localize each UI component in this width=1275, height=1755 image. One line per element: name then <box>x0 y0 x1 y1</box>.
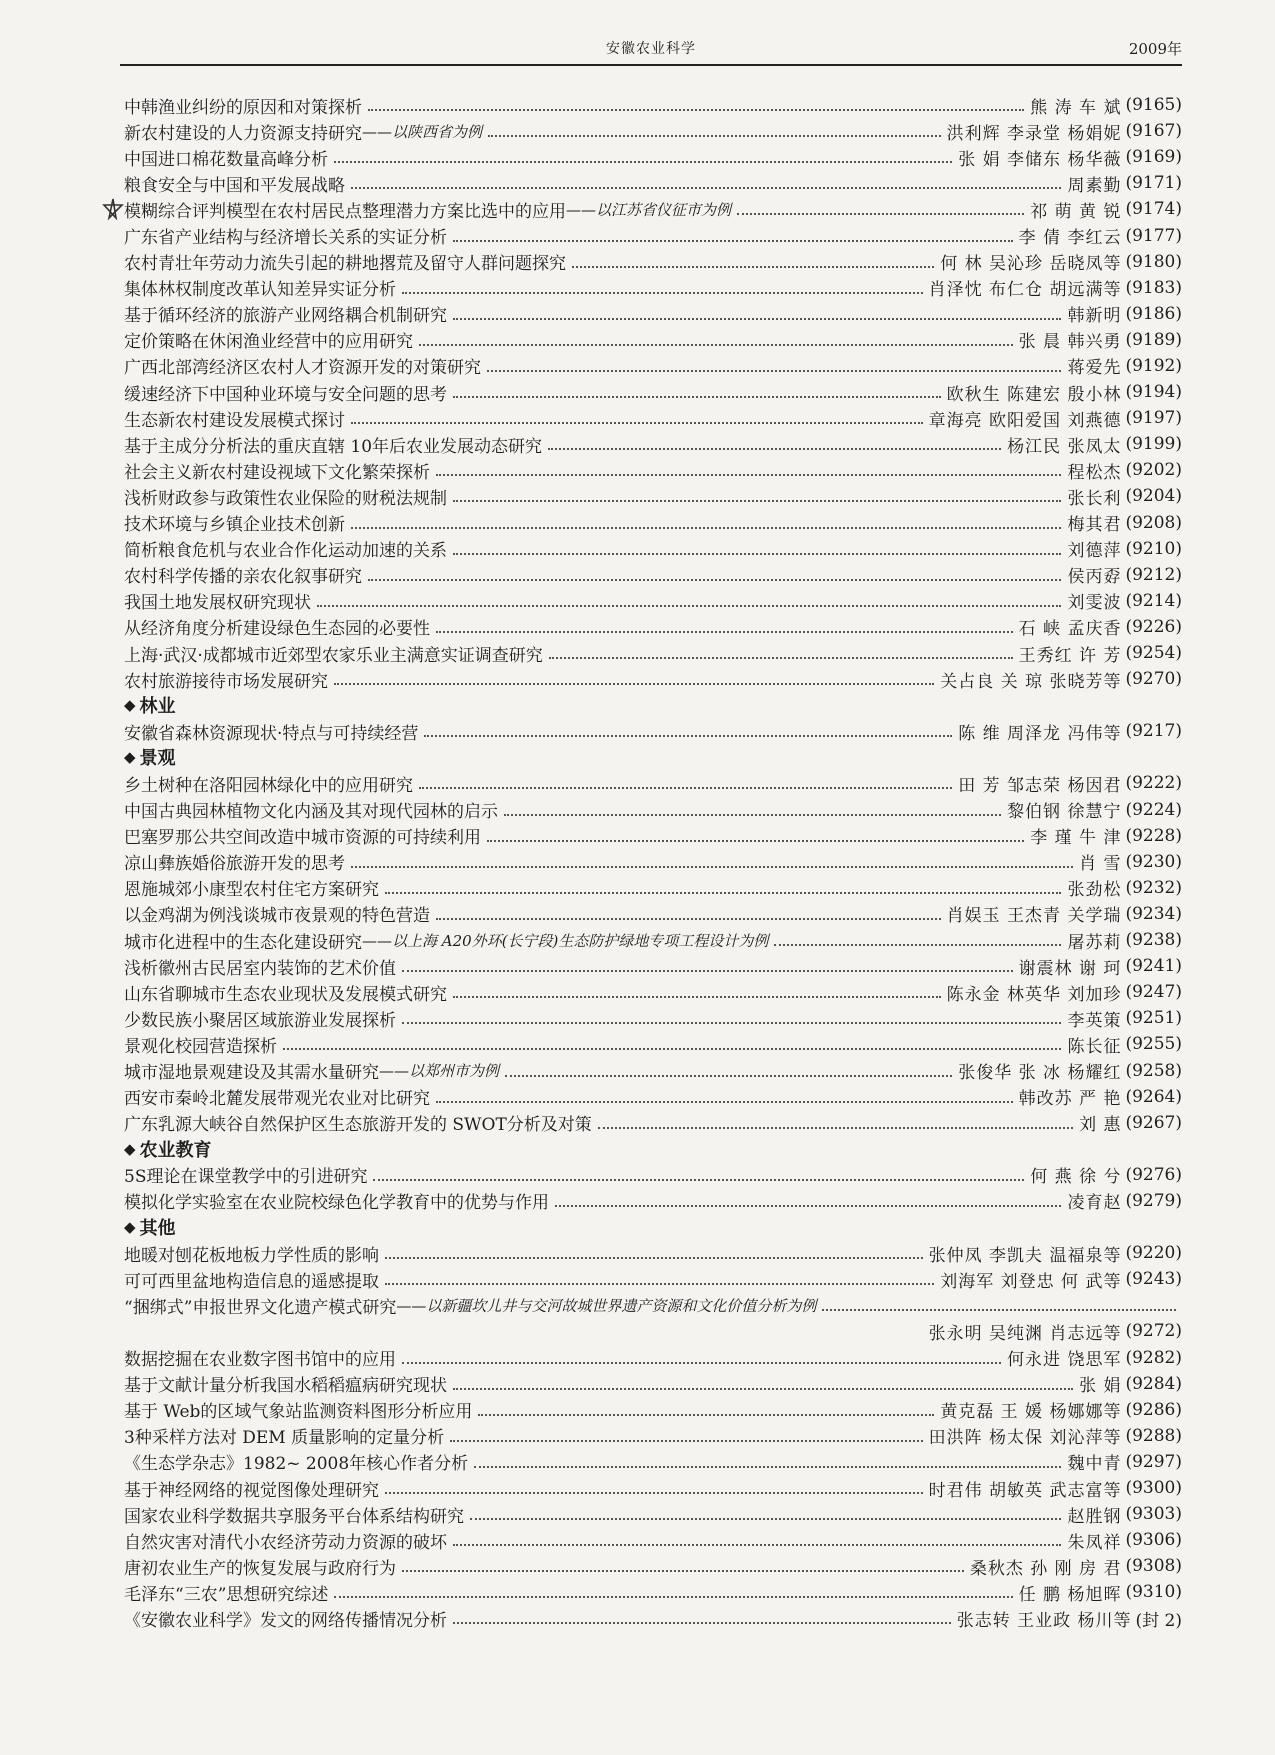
entry-page: (9306) <box>1125 1530 1182 1551</box>
entry-title: 上海·武汉·成都城市近郊型农家乐业主满意实证调查研究 <box>124 645 543 666</box>
entry-authors: 张仲凤 李凯夫 温福泉等 <box>928 1245 1122 1266</box>
entry-page: (9199) <box>1125 434 1182 455</box>
entry-authors: 张长利 <box>1067 488 1122 509</box>
toc-entry <box>124 196 1182 222</box>
entry-title: 基于 Web的区域气象站监测资料图形分析应用 <box>124 1402 473 1423</box>
entry-title: 我国土地发展权研究现状 <box>124 593 311 614</box>
entry-authors: 蒋爱先 <box>1067 358 1122 379</box>
toc-entry <box>124 979 1182 1005</box>
entry-title: 凉山彝族婚俗旅游开发的思考 <box>124 854 345 875</box>
entry-title: 5S理论在课堂教学中的引进研究 <box>124 1167 368 1188</box>
entry-page: (9208) <box>1125 512 1182 533</box>
entry-title: 浅析徽州古民居室内装饰的艺术价值 <box>124 958 396 979</box>
toc-entry <box>124 1292 1182 1318</box>
entry-authors: 凌育赵 <box>1067 1193 1122 1214</box>
leader-dots <box>419 344 1013 346</box>
leader-dots <box>453 318 1061 320</box>
entry-authors: 韩改苏 严 艳 <box>1018 1089 1122 1110</box>
leader-dots <box>385 1492 923 1494</box>
leader-dots <box>334 683 934 685</box>
entry-page: (9241) <box>1125 956 1182 977</box>
entry-authors: 李英策 <box>1067 1010 1122 1031</box>
leader-dots <box>774 944 1061 946</box>
section-heading <box>124 692 1182 718</box>
entry-page: (9232) <box>1125 877 1182 898</box>
entry-title: 3种采样方法对 DEM 质量影响的定量分析 <box>124 1428 445 1449</box>
entry-page: (9243) <box>1125 1269 1182 1290</box>
entry-page: (9286) <box>1125 1399 1182 1420</box>
entry-page: (9276) <box>1125 1164 1182 1185</box>
entry-page: (9308) <box>1125 1556 1182 1577</box>
leader-dots <box>487 370 1061 372</box>
toc-entry <box>124 1162 1182 1188</box>
leader-dots <box>453 553 1061 555</box>
entry-authors: 朱凤祥 <box>1067 1532 1122 1553</box>
entry-page: (9192) <box>1125 355 1182 376</box>
toc-entry <box>124 249 1182 275</box>
section-label: 农业教育 <box>139 1139 212 1161</box>
toc-entry <box>124 144 1182 170</box>
entry-page: (9272) <box>1125 1321 1182 1342</box>
toc-entry <box>124 92 1182 118</box>
entry-page: (9224) <box>1125 799 1182 820</box>
toc-entry <box>124 1475 1182 1501</box>
leader-dots <box>351 866 1073 868</box>
entry-page: (9238) <box>1125 930 1182 951</box>
toc-entry <box>124 640 1182 666</box>
entry-authors: 刘德萍 <box>1067 541 1122 562</box>
entry-authors: 侯丙孬 <box>1067 567 1122 588</box>
entry-title: 基于循环经济的旅游产业网络耦合机制研究 <box>124 306 447 327</box>
entry-authors: 任 鹏 杨旭晖 <box>1018 1584 1122 1605</box>
entry-authors: 肖泽忱 布仁仓 胡远满等 <box>928 280 1122 301</box>
toc-entry <box>124 1110 1182 1136</box>
entry-title: 基于文献计量分析我国水稻稻瘟病研究现状 <box>124 1376 447 1397</box>
entry-title: 乡土树种在洛阳园林绿化中的应用研究 <box>124 775 413 796</box>
entry-page: (9297) <box>1125 1451 1182 1472</box>
leader-dots <box>453 1388 1073 1390</box>
section-label: 林业 <box>139 696 176 718</box>
entry-title: 缓速经济下中国种业环境与安全问题的思考 <box>124 384 447 405</box>
leader-dots <box>385 892 1061 894</box>
entry-title: 国家农业科学数据共享服务平台体系结构研究 <box>124 1506 464 1527</box>
toc-entry <box>124 536 1182 562</box>
toc-entry <box>124 1553 1182 1579</box>
entry-title: 基于主成分分析法的重庆直辖 10年后农业发展动态研究 <box>124 436 543 457</box>
entry-authors: 张志转 王业政 杨川等 <box>956 1610 1132 1631</box>
entry-page: (9303) <box>1125 1504 1182 1525</box>
entry-title: 基于神经网络的视觉图像处理研究 <box>124 1480 379 1501</box>
entry-title: 城市湿地景观建设及其需水量研究 <box>124 1063 379 1084</box>
entry-authors: 周素勤 <box>1067 175 1122 196</box>
entry-title: 社会主义新农村建设视域下文化繁荣探析 <box>124 462 430 483</box>
entry-authors: 张 娟 李储东 杨华薇 <box>958 149 1122 170</box>
entry-page: (9264) <box>1125 1086 1182 1107</box>
toc-entry <box>124 1084 1182 1110</box>
leader-dots <box>402 1570 964 1572</box>
leader-dots <box>317 605 1061 607</box>
entry-authors: 洪利辉 李录堂 杨娟妮 <box>946 123 1122 144</box>
entry-subtitle: ——以郑州市为例 <box>379 1062 500 1081</box>
entry-page: (9169) <box>1125 147 1182 168</box>
entry-page: (9284) <box>1125 1373 1182 1394</box>
toc-entry <box>124 1031 1182 1057</box>
entry-page: (9171) <box>1125 173 1182 194</box>
entry-page: (9251) <box>1125 1008 1182 1029</box>
entry-title: 浅析财政参与政策性农业保险的财税法规制 <box>124 488 447 509</box>
leader-dots <box>450 1440 923 1442</box>
toc-entry-continued <box>124 1318 1182 1344</box>
section-label: 其他 <box>139 1218 176 1240</box>
running-header <box>120 38 1182 66</box>
leader-dots <box>402 970 1013 972</box>
leader-dots <box>334 161 952 163</box>
toc-entry <box>124 118 1182 144</box>
entry-authors: 肖 雪 <box>1079 854 1122 875</box>
leader-dots <box>505 1075 952 1077</box>
entry-page: (9255) <box>1125 1034 1182 1055</box>
entry-page: (9183) <box>1125 277 1182 298</box>
entry-page: (9177) <box>1125 225 1182 246</box>
leader-dots <box>504 814 1001 816</box>
entry-authors: 桑秋杰 孙 刚 房 君 <box>969 1558 1122 1579</box>
entry-page: (9247) <box>1125 982 1182 1003</box>
toc-entry <box>124 1527 1182 1553</box>
entry-title: 数据挖掘在农业数字图书馆中的应用 <box>124 1350 396 1371</box>
entry-authors: 屠苏莉 <box>1067 932 1122 953</box>
entry-authors: 章海亮 欧阳爱国 刘燕德 <box>928 410 1122 431</box>
entry-title: 简析粮食危机与农业合作化运动加速的关系 <box>124 541 447 562</box>
entry-authors: 田 芳 邹志荣 杨因君 <box>958 775 1122 796</box>
entry-authors: 李 倩 李红云 <box>1018 228 1122 249</box>
entry-title: 少数民族小聚居区域旅游业发展探析 <box>124 1010 396 1031</box>
toc-entry <box>124 823 1182 849</box>
entry-page: (9167) <box>1125 121 1182 142</box>
toc-entry <box>124 1371 1182 1397</box>
entry-title: 唐初农业生产的恢复发展与政府行为 <box>124 1558 396 1579</box>
toc-entry <box>124 1005 1182 1031</box>
entry-authors: 石 峡 孟庆香 <box>1018 619 1122 640</box>
entry-title: 中国进口棉花数量高峰分析 <box>124 149 328 170</box>
toc-entry <box>124 718 1182 744</box>
entry-subtitle: ——以江苏省仪征市为例 <box>566 200 732 219</box>
section-marker: ◆ <box>124 1218 136 1237</box>
leader-dots <box>283 1048 1061 1050</box>
leader-dots <box>453 396 941 398</box>
entry-page: (9217) <box>1125 721 1182 742</box>
toc-entry <box>124 222 1182 248</box>
leader-dots <box>402 292 923 294</box>
entry-page: (9288) <box>1125 1425 1182 1446</box>
entry-page: (9258) <box>1125 1060 1182 1081</box>
leader-dots <box>373 1179 1024 1181</box>
leader-dots <box>453 1544 1061 1546</box>
entry-authors: 何 燕 徐 兮 <box>1030 1167 1122 1188</box>
entry-title: 中韩渔业纠纷的原因和对策探析 <box>124 97 362 118</box>
entry-page: (9214) <box>1125 590 1182 611</box>
entry-title: 西安市秦岭北麓发展带观光农业对比研究 <box>124 1089 430 1110</box>
entry-page: (9210) <box>1125 538 1182 559</box>
entry-authors: 陈 维 周泽龙 冯伟等 <box>958 723 1122 744</box>
leader-dots <box>487 840 1024 842</box>
entry-authors: 梅其君 <box>1067 515 1122 536</box>
section-heading <box>124 1214 1182 1240</box>
toc-entry <box>124 1057 1182 1083</box>
entry-authors: 杨江民 张凤太 <box>1007 436 1122 457</box>
entry-authors: 时君伟 胡敏英 武志富等 <box>928 1480 1122 1501</box>
toc-entry <box>124 849 1182 875</box>
leader-dots <box>572 266 934 268</box>
toc-entry <box>124 1449 1182 1475</box>
entry-subtitle: ——以上海 A20外环(长宁段)生态防护绿地专项工程设计为例 <box>362 931 769 950</box>
entry-page: (9228) <box>1125 825 1182 846</box>
entry-authors: 谢震林 谢 珂 <box>1018 958 1122 979</box>
leader-dots <box>598 1127 1073 1129</box>
section-marker: ◆ <box>124 748 136 767</box>
leader-dots <box>351 422 923 424</box>
entry-title: 地暖对刨花板地板力学性质的影响 <box>124 1245 379 1266</box>
entry-page: (9186) <box>1125 303 1182 324</box>
entry-title: 集体林权制度改革认知差异实证分析 <box>124 280 396 301</box>
entry-authors: 刘海军 刘登忠 何 武等 <box>940 1271 1122 1292</box>
entry-authors: 何 林 吴沁珍 岳晓凤等 <box>940 254 1122 275</box>
toc-entry <box>124 353 1182 379</box>
entry-authors: 肖娱玉 王杰青 关学瑞 <box>946 906 1122 927</box>
toc-entry <box>124 457 1182 483</box>
entry-authors: 欧秋生 陈建宏 殷小林 <box>946 384 1122 405</box>
entry-title: 恩施城郊小康型农村住宅方案研究 <box>124 880 379 901</box>
entry-page: (9174) <box>1125 199 1182 220</box>
entry-authors: 何永进 饶思军 <box>1007 1350 1122 1371</box>
table-of-contents <box>124 92 1182 1632</box>
entry-title: 新农村建设的人力资源支持研究 <box>124 123 362 144</box>
entry-authors: 张 晨 韩兴勇 <box>1018 332 1122 353</box>
toc-entry <box>124 170 1182 196</box>
entry-title: 技术环境与乡镇企业技术创新 <box>124 515 345 536</box>
toc-entry <box>124 562 1182 588</box>
entry-page: (9310) <box>1125 1582 1182 1603</box>
section-label: 景观 <box>139 748 176 770</box>
entry-title: 可可西里盆地构造信息的遥感提取 <box>124 1271 379 1292</box>
leader-dots <box>478 1414 934 1416</box>
leader-dots <box>488 135 941 137</box>
journal-year: 2009年 <box>1128 40 1182 58</box>
entry-authors: 陈长征 <box>1067 1036 1122 1057</box>
entry-title: 广西北部湾经济区农村人才资源开发的对策研究 <box>124 358 481 379</box>
toc-entry <box>124 614 1182 640</box>
toc-entry <box>124 588 1182 614</box>
entry-authors: 张俊华 张 冰 杨耀红 <box>958 1063 1122 1084</box>
entry-page: (封 2) <box>1135 1610 1182 1631</box>
leader-dots <box>351 187 1061 189</box>
entry-authors: 刘 惠 <box>1079 1115 1122 1136</box>
entry-authors: 陈永金 林英华 刘加珍 <box>946 984 1122 1005</box>
entry-page: (9180) <box>1125 251 1182 272</box>
toc-entry <box>124 275 1182 301</box>
entry-page: (9254) <box>1125 643 1182 664</box>
entry-authors: 张 娟 <box>1079 1376 1122 1397</box>
leader-dots <box>368 579 1061 581</box>
toc-entry <box>124 1188 1182 1214</box>
toc-entry <box>124 1605 1182 1631</box>
toc-entry <box>124 301 1182 327</box>
header-rule <box>120 64 1182 66</box>
entry-page: (9279) <box>1125 1190 1182 1211</box>
entry-authors: 王秀红 许 芳 <box>1018 645 1122 666</box>
entry-authors: 魏中青 <box>1067 1454 1122 1475</box>
entry-page: (9226) <box>1125 616 1182 637</box>
leader-dots <box>436 918 941 920</box>
entry-title: 农村旅游接待市场发展研究 <box>124 671 328 692</box>
leader-dots <box>436 631 1013 633</box>
entry-authors: 张永明 吴纯渊 肖志远等 <box>928 1323 1122 1344</box>
toc-entry <box>124 1397 1182 1423</box>
section-heading <box>124 1136 1182 1162</box>
entry-title: 毛泽东“三农”思想研究综述 <box>124 1584 329 1605</box>
leader-dots <box>737 213 1024 215</box>
toc-entry <box>124 431 1182 457</box>
toc-entry <box>124 1579 1182 1605</box>
entry-authors: 程松杰 <box>1067 462 1122 483</box>
entry-title: 模糊综合评判模型在农村居民点整理潜力方案比选中的应用 <box>124 201 566 222</box>
leader-dots <box>549 657 1013 659</box>
entry-authors: 韩新明 <box>1067 306 1122 327</box>
entry-authors: 李 瑾 牛 津 <box>1030 828 1122 849</box>
leader-dots <box>385 1257 923 1259</box>
entry-authors: 黎伯钢 徐慧宁 <box>1007 802 1122 823</box>
section-heading <box>124 744 1182 770</box>
entry-page: (9165) <box>1125 95 1182 116</box>
entry-authors: 赵胜钢 <box>1067 1506 1122 1527</box>
entry-page: (9222) <box>1125 773 1182 794</box>
entry-page: (9220) <box>1125 1243 1182 1264</box>
leader-dots <box>402 1362 1001 1364</box>
leader-dots <box>822 1309 1176 1311</box>
entry-authors: 关占良 关 琼 张晓芳等 <box>940 671 1122 692</box>
toc-entry <box>124 797 1182 823</box>
entry-title: 自然灾害对清代小农经济劳动力资源的破坏 <box>124 1532 447 1553</box>
entry-authors: 张劲松 <box>1067 880 1122 901</box>
toc-entry <box>124 1501 1182 1527</box>
leader-dots <box>453 996 941 998</box>
toc-entry <box>124 901 1182 927</box>
entry-title: 模拟化学实验室在农业院校绿色化学教育中的优势与作用 <box>124 1193 549 1214</box>
entry-title: 农村青壮年劳动力流失引起的耕地撂荒及留守人群问题探究 <box>124 254 566 275</box>
leader-dots <box>368 109 1024 111</box>
entry-title: 城市化进程中的生态化建设研究 <box>124 932 362 953</box>
toc-entry <box>124 510 1182 536</box>
section-marker: ◆ <box>124 696 136 715</box>
toc-entry <box>124 1240 1182 1266</box>
toc-entry <box>124 927 1182 953</box>
entry-page: (9204) <box>1125 486 1182 507</box>
toc-entry <box>124 1266 1182 1292</box>
entry-page: (9189) <box>1125 329 1182 350</box>
entry-page: (9212) <box>1125 564 1182 585</box>
toc-entry <box>124 666 1182 692</box>
leader-dots <box>334 1596 1012 1598</box>
entry-authors: 黄克磊 王 媛 杨娜娜等 <box>940 1402 1122 1423</box>
leader-dots <box>402 1022 1061 1024</box>
entry-title: 从经济角度分析建设绿色生态园的必要性 <box>124 619 430 640</box>
leader-dots <box>453 240 1013 242</box>
entry-page: (9234) <box>1125 903 1182 924</box>
entry-title: 景观化校园营造探析 <box>124 1036 277 1057</box>
entry-title: 中国古典园林植物文化内涵及其对现代园林的启示 <box>124 802 498 823</box>
leader-dots <box>385 1283 934 1285</box>
toc-entry <box>124 1423 1182 1449</box>
leader-dots <box>470 1518 1061 1520</box>
toc-entry <box>124 953 1182 979</box>
toc-entry <box>124 379 1182 405</box>
journal-title: 安徽农业科学 <box>606 41 696 57</box>
entry-page: (9282) <box>1125 1347 1182 1368</box>
entry-page: (9194) <box>1125 382 1182 403</box>
toc-entry <box>124 327 1182 353</box>
entry-title: 以金鸡湖为例浅谈城市夜景观的特色营造 <box>124 906 430 927</box>
leader-dots <box>474 1466 1061 1468</box>
leader-dots <box>419 787 952 789</box>
entry-title: 巴塞罗那公共空间改造中城市资源的可持续利用 <box>124 828 481 849</box>
entry-page: (9197) <box>1125 408 1182 429</box>
entry-page: (9267) <box>1125 1112 1182 1133</box>
toc-entry <box>124 875 1182 901</box>
entry-authors: 祁 萌 黄 锐 <box>1030 201 1122 222</box>
entry-subtitle: ——以陕西省为例 <box>362 122 483 141</box>
entry-page: (9230) <box>1125 851 1182 872</box>
entry-authors: 田洪阵 杨太保 刘沁萍等 <box>928 1428 1122 1449</box>
entry-subtitle: ——以新疆坎儿井与交河故城世界遗产资源和文化价值分析为例 <box>396 1296 817 1315</box>
leader-dots <box>453 500 1061 502</box>
leader-dots <box>424 735 952 737</box>
entry-title: 定价策略在休闲渔业经营中的应用研究 <box>124 332 413 353</box>
leader-dots <box>453 1622 951 1624</box>
entry-title: 广东省产业结构与经济增长关系的实证分析 <box>124 228 447 249</box>
entry-page: (9300) <box>1125 1478 1182 1499</box>
toc-entry <box>124 1345 1182 1371</box>
entry-title: 山东省聊城市生态农业现状及发展模式研究 <box>124 984 447 1005</box>
toc-entry <box>124 405 1182 431</box>
leader-dots <box>351 527 1061 529</box>
handwritten-star-mark-icon <box>100 196 126 222</box>
entry-authors: 刘雯波 <box>1067 593 1122 614</box>
toc-entry <box>124 483 1182 509</box>
entry-title: 《生态学杂志》1982~ 2008年核心作者分析 <box>124 1454 469 1475</box>
entry-title: 安徽省森林资源现状·特点与可持续经营 <box>124 723 419 744</box>
entry-page: (9270) <box>1125 669 1182 690</box>
entry-title: “捆绑式”申报世界文化遗产模式研究 <box>124 1297 397 1318</box>
toc-entry <box>124 770 1182 796</box>
leader-dots <box>548 448 1001 450</box>
entry-page: (9202) <box>1125 460 1182 481</box>
entry-title: 生态新农村建设发展模式探讨 <box>124 410 345 431</box>
entry-title: 农村科学传播的亲农化叙事研究 <box>124 567 362 588</box>
leader-dots <box>555 1205 1061 1207</box>
entry-title: 广东乳源大峡谷自然保护区生态旅游开发的 SWOT分析及对策 <box>124 1115 592 1136</box>
leader-dots <box>436 474 1061 476</box>
entry-title: 《安徽农业科学》发文的网络传播情况分析 <box>124 1610 447 1631</box>
leader-dots <box>436 1101 1013 1103</box>
section-marker: ◆ <box>124 1139 136 1158</box>
entry-title: 粮食安全与中国和平发展战略 <box>124 175 345 196</box>
entry-authors: 熊 涛 车 斌 <box>1030 97 1122 118</box>
